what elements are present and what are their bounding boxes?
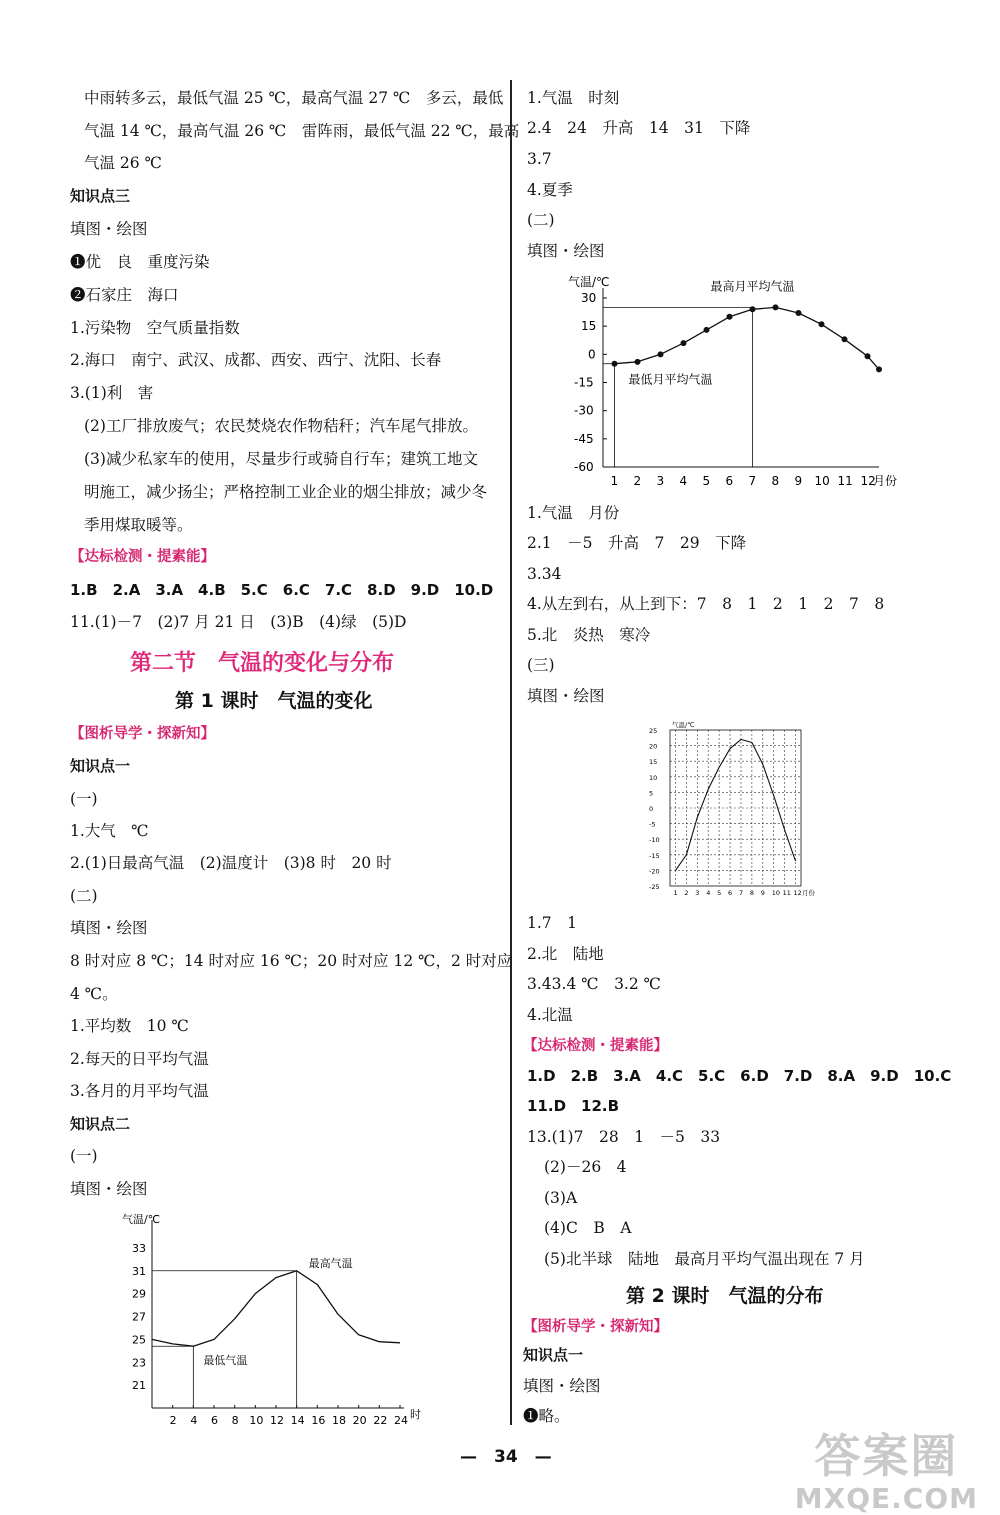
knowledge-point-1: 知识点一 bbox=[70, 757, 131, 775]
t-answer-3: 3.43.4 ℃ 3.2 ℃ bbox=[527, 975, 661, 993]
watermark-top: 答案圈 bbox=[814, 1429, 959, 1483]
y-tick-label: -10 bbox=[649, 836, 660, 845]
e-answer-3: 3.各月的月平均气温 bbox=[70, 1082, 209, 1100]
y-tick-label: 0 bbox=[588, 347, 596, 362]
column-divider bbox=[510, 80, 512, 1425]
x-tick-label: 18 bbox=[332, 1414, 346, 1427]
min-annotation: 最低月平均气温 bbox=[628, 372, 713, 387]
time-temp-line-2: 4 ℃。 bbox=[70, 985, 118, 1003]
q13-part-3: (3)A bbox=[544, 1189, 578, 1207]
knowledge-point-1-right: 知识点一 bbox=[523, 1346, 584, 1364]
section-tag-guide: 【图析导学・探新知】 bbox=[70, 726, 215, 742]
x-tick-label: 4 bbox=[679, 474, 688, 488]
last-answer: ❶略。 bbox=[523, 1407, 570, 1425]
temperature-line bbox=[676, 739, 796, 870]
temperature-line bbox=[615, 307, 880, 369]
x-tick-label: 6 bbox=[728, 889, 733, 897]
t-answer-4: 4.北温 bbox=[527, 1006, 573, 1024]
answer-3: 3.(1)利 害 bbox=[70, 384, 154, 402]
data-point bbox=[796, 310, 802, 316]
knowledge-point-2: 知识点二 bbox=[70, 1115, 131, 1133]
e-answer-2: 2.每天的日平均气温 bbox=[70, 1050, 209, 1068]
x-tick-label: 2 bbox=[169, 1414, 177, 1427]
b-answer-2: 2.(1)日最高气温 (2)温度计 (3)8 时 20 时 bbox=[70, 854, 392, 872]
grid-temperature-chart bbox=[648, 718, 823, 903]
part-2-label-right: (二) bbox=[527, 211, 555, 229]
x-tick-label: 1 bbox=[673, 889, 678, 897]
page-number: — 34 — bbox=[460, 1447, 552, 1467]
knowledge-point-3: 知识点三 bbox=[70, 187, 131, 205]
part-3-label-right: (三) bbox=[527, 656, 555, 674]
x-tick-label: 2 bbox=[684, 889, 689, 897]
y-tick-label: 15 bbox=[649, 758, 658, 767]
q13-part-4: (4)C B A bbox=[544, 1219, 632, 1237]
y-axis-label: 气温/℃ bbox=[122, 1213, 161, 1226]
y-tick-label: -45 bbox=[574, 431, 594, 446]
x-axis-label: 月份 bbox=[873, 474, 898, 488]
data-point bbox=[635, 359, 641, 365]
y-tick-label: -20 bbox=[649, 867, 660, 876]
q13-part-2: (2)－26 4 bbox=[544, 1158, 627, 1176]
data-point bbox=[819, 321, 825, 327]
x-tick-label: 7 bbox=[738, 889, 744, 897]
lesson-title-2: 第 2 课时 气温的分布 bbox=[626, 1285, 824, 1307]
circle-answer-2: ❷石家庄 海口 bbox=[70, 286, 179, 304]
watermark bbox=[795, 1428, 978, 1514]
x-tick-label: 12 bbox=[793, 889, 802, 897]
test-answers-2: 11.(1)－7 (2)7 月 21 日 (3)B (4)绿 (5)D bbox=[70, 613, 407, 631]
x-tick-label: 7 bbox=[748, 474, 757, 488]
fill-draw-label-2: 填图・绘图 bbox=[70, 919, 148, 937]
e-answer-1: 1.平均数 10 ℃ bbox=[70, 1017, 189, 1035]
monthly-temperature-chart bbox=[555, 268, 910, 493]
x-tick-label: 3 bbox=[656, 474, 665, 488]
part-1-label-2: (一) bbox=[70, 1147, 98, 1165]
lesson-title-1: 第 1 课时 气温的变化 bbox=[175, 690, 373, 712]
y-tick-label: 5 bbox=[649, 789, 654, 798]
x-tick-label: 11 bbox=[782, 889, 791, 897]
answer-3-3c: 季用煤取暖等。 bbox=[84, 516, 193, 534]
q13-part-5: (5)北半球 陆地 最高月平均气温出现在 7 月 bbox=[544, 1250, 865, 1268]
fill-draw-label: 填图・绘图 bbox=[70, 220, 148, 238]
weather-line-2: 气温 14 ℃，最高气温 26 ℃ 雷阵雨，最低气温 22 ℃，最高 bbox=[84, 122, 520, 140]
x-tick-label: 8 bbox=[749, 889, 755, 897]
x-tick-label: 2 bbox=[633, 474, 642, 488]
section-title: 第二节 气温的变化与分布 bbox=[130, 651, 395, 676]
right-test-answers-2: 11.D 12.B bbox=[527, 1097, 620, 1115]
y-tick-label: 30 bbox=[581, 291, 597, 305]
answer-3-2: (2)工厂排放废气；农民焚烧农作物秸秆；汽车尾气排放。 bbox=[84, 417, 478, 435]
data-point bbox=[727, 314, 733, 320]
y-tick-label: 27 bbox=[132, 1310, 146, 1324]
data-point bbox=[704, 327, 710, 333]
max-annotation: 最高月平均气温 bbox=[710, 279, 795, 294]
s-answer-2: 2.1 －5 升高 7 29 下降 bbox=[527, 534, 747, 552]
x-tick-label: 12 bbox=[270, 1414, 284, 1427]
x-tick-label: 4 bbox=[190, 1414, 198, 1427]
x-tick-label: 8 bbox=[771, 474, 780, 488]
section-tag-guide-right: 【图析导学・探新知】 bbox=[523, 1319, 668, 1335]
temperature-line bbox=[152, 1271, 400, 1346]
x-tick-label: 10 bbox=[771, 889, 780, 897]
y-tick-label: 20 bbox=[649, 742, 658, 751]
t-answer-2: 2.北 陆地 bbox=[527, 945, 604, 963]
x-tick-label: 9 bbox=[794, 474, 803, 488]
y-tick-label: 21 bbox=[132, 1379, 146, 1393]
time-temp-line-1: 8 时对应 8 ℃；14 时对应 16 ℃；20 时对应 12 ℃，2 时对应 bbox=[70, 952, 513, 970]
x-tick-label: 3 bbox=[695, 889, 700, 897]
data-point bbox=[681, 340, 687, 346]
x-tick-label: 11 bbox=[837, 474, 853, 488]
fill-draw-label-right-1: 填图・绘图 bbox=[527, 242, 605, 260]
watermark-bottom: MXQE.COM bbox=[794, 1482, 978, 1515]
answer-3-3a: (3)减少私家车的使用，尽量步行或骑自行车；建筑工地文 bbox=[84, 450, 478, 468]
x-tick-label: 16 bbox=[311, 1414, 326, 1427]
data-point bbox=[865, 353, 871, 359]
b-answer-1: 1.大气 ℃ bbox=[70, 822, 149, 840]
y-tick-label: 25 bbox=[649, 727, 658, 735]
weather-line-3: 气温 26 ℃ bbox=[84, 154, 162, 172]
y-axis-label: 气温/℃ bbox=[672, 721, 695, 729]
answer-3-3b: 明施工，减少扬尘；严格控制工业企业的烟尘排放；减少冬 bbox=[84, 483, 488, 501]
y-tick-label: 33 bbox=[132, 1241, 146, 1255]
s-answer-4: 4.从左到右，从上到下：7 8 1 2 1 2 7 8 bbox=[527, 595, 885, 613]
data-point bbox=[658, 351, 664, 357]
x-tick-label: 1 bbox=[610, 474, 619, 488]
y-tick-label: 15 bbox=[581, 319, 597, 334]
right-test-answers-1: 1.D 2.B 3.A 4.C 5.C 6.D 7.D 8.A 9.D 10.C bbox=[527, 1067, 952, 1085]
daily-temperature-chart bbox=[110, 1205, 440, 1430]
part-2-label: (二) bbox=[70, 887, 98, 905]
answer-2: 2.海口 南宁、武汉、成都、西安、西宁、沈阳、长春 bbox=[70, 351, 442, 369]
x-axis-label: 月份 bbox=[802, 889, 815, 897]
x-tick-label: 5 bbox=[717, 889, 722, 897]
fill-draw-label-right-2: 填图・绘图 bbox=[527, 687, 605, 705]
x-axis-label: 时 bbox=[410, 1408, 421, 1421]
x-tick-label: 5 bbox=[702, 474, 711, 488]
y-tick-label: 0 bbox=[649, 805, 654, 813]
s-answer-5: 5.北 炎热 寒冷 bbox=[527, 626, 651, 644]
x-tick-label: 24 bbox=[394, 1414, 408, 1427]
section-tag-test-right: 【达标检测・提素能】 bbox=[523, 1038, 668, 1054]
y-tick-label: 25 bbox=[132, 1333, 146, 1347]
y-tick-label: -5 bbox=[649, 820, 656, 829]
circle-answer-1: ❶优 良 重度污染 bbox=[70, 253, 210, 271]
weather-line-1: 中雨转多云，最低气温 25 ℃，最高气温 27 ℃ 多云，最低 bbox=[84, 89, 504, 107]
x-tick-label: 4 bbox=[706, 889, 711, 897]
x-tick-label: 12 bbox=[860, 474, 876, 488]
y-tick-label: -15 bbox=[649, 851, 660, 860]
y-tick-label: -60 bbox=[574, 460, 594, 474]
y-tick-label: 10 bbox=[649, 773, 658, 782]
fill-draw-label-3: 填图・绘图 bbox=[70, 1180, 148, 1198]
x-tick-label: 9 bbox=[760, 889, 765, 897]
x-tick-label: 6 bbox=[725, 474, 734, 488]
r-answer-2: 2.4 24 升高 14 31 下降 bbox=[527, 119, 751, 137]
y-tick-label: 31 bbox=[132, 1264, 146, 1278]
y-tick-label: -30 bbox=[574, 403, 594, 418]
test-answers-1: 1.B 2.A 3.A 4.B 5.C 6.C 7.C 8.D 9.D 10.D bbox=[70, 581, 494, 599]
y-tick-label: -15 bbox=[574, 375, 594, 390]
y-tick-label: -25 bbox=[649, 883, 660, 891]
max-annotation: 最高气温 bbox=[308, 1256, 353, 1270]
x-tick-label: 6 bbox=[211, 1414, 218, 1427]
r-answer-1: 1.气温 时刻 bbox=[527, 89, 620, 107]
s-answer-1: 1.气温 月份 bbox=[527, 504, 620, 522]
s-answer-3: 3.34 bbox=[527, 565, 562, 583]
r-answer-3: 3.7 bbox=[527, 150, 552, 168]
x-tick-label: 14 bbox=[290, 1414, 305, 1427]
y-tick-label: 29 bbox=[132, 1287, 146, 1301]
data-point bbox=[842, 336, 848, 342]
t-answer-1: 1.7 1 bbox=[527, 914, 578, 932]
x-tick-label: 22 bbox=[373, 1414, 388, 1427]
y-tick-label: 23 bbox=[132, 1356, 146, 1370]
section-tag-test: 【达标检测・提素能】 bbox=[70, 549, 215, 565]
min-annotation: 最低气温 bbox=[203, 1354, 248, 1368]
r-answer-4: 4.夏季 bbox=[527, 181, 573, 199]
data-point bbox=[773, 304, 779, 310]
x-tick-label: 20 bbox=[352, 1414, 367, 1427]
x-tick-label: 10 bbox=[814, 474, 830, 488]
y-axis-label: 气温/℃ bbox=[568, 275, 610, 289]
x-tick-label: 8 bbox=[231, 1414, 239, 1427]
data-point bbox=[876, 366, 882, 372]
answer-1: 1.污染物 空气质量指数 bbox=[70, 319, 240, 337]
q13-part-1: 13.(1)7 28 1 －5 33 bbox=[527, 1128, 721, 1146]
x-tick-label: 10 bbox=[249, 1414, 264, 1427]
fill-draw-label-right-3: 填图・绘图 bbox=[523, 1377, 601, 1395]
part-1-label: (一) bbox=[70, 790, 98, 808]
